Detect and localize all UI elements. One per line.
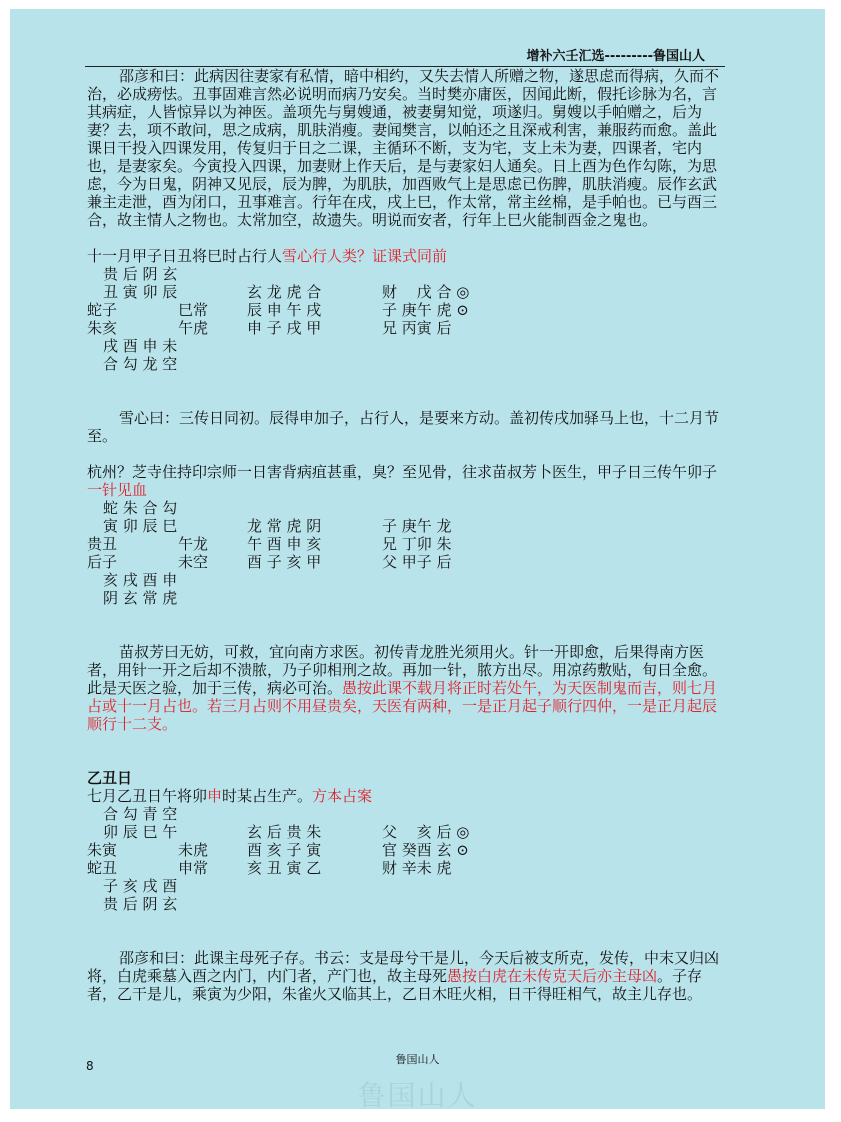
chart-row: 戌 酉 申 未 <box>103 337 178 355</box>
commentary-paragraph: 邵彦和曰：此病因往妻家有私情，暗中相约，又失去情人所赠之物，遂思虑而得病，久而不治，必成痨怯。丑事固难言然必说明而病乃安矣。当时樊亦庸医，因闻此断，假托诊脉为名，言其病症，人皆惊异以为神医。盖项先与舅嫂通，被妻舅知觉，项遂归。舅嫂以手帕赠之，后为妻？去，项不敢问，思之成病，肌肤消瘦。妻闻樊言，以帕还之且深戒利害，兼服药而愈。盖此课日干投入四课发用，传复归于日之二课，主循环不断，支为宅，支上未为妻，四课者，宅内也，是妻家矣。今寅投入四课，加妻财上作天后，是与妻家妇人通矣。日上酉为色作勾陈，为思虑，今为日鬼，阴神又见辰，辰为脾，为肌肤，加酉败气上是思虑已伤脾，肌肤消瘦。辰作玄武兼主走泄，酉为闭口，丑事难言。行年在戌，戌上巳，作太常，常主丝棉，是手帕也。已与酉三合，故主情人之物也。太常加空，故遗失。明说而安者，行年上巳火能制酉金之鬼也。 <box>87 67 720 229</box>
chart-row: 合 勾 青 空 <box>103 805 178 823</box>
transmission-row: 子 庚午 龙 <box>382 517 452 535</box>
lesson-row: 亥 丑 寅 乙 <box>247 859 322 877</box>
lesson-row: 玄 后 贵 朱 <box>247 823 322 841</box>
chart-row: 寅 卯 辰 巳 <box>103 517 178 535</box>
case-title-note: 一针见血 <box>87 481 148 499</box>
case-title <box>87 247 727 265</box>
lesson-row: 午 酉 申 亥 <box>247 535 322 553</box>
chart-row: 子 亥 戌 酉 <box>103 877 178 895</box>
running-header: 增补六壬汇选---------鲁国山人 <box>526 49 705 64</box>
chart-row: 贵 后 阴 玄 <box>103 265 178 283</box>
transmission-row: 兄 丙寅 后 <box>382 319 452 337</box>
transmission-row: 父 甲子 后 <box>382 553 452 571</box>
section-heading: 乙丑日 <box>87 769 133 787</box>
chart-side-right: 巳常 <box>178 301 209 319</box>
commentary-note: 愚按白虎在未传克天后亦主母凶 <box>447 967 658 985</box>
transmission-row: 财 戊 合 ◎ <box>382 283 470 301</box>
lesson-row: 辰 申 午 戌 <box>247 301 322 319</box>
chart-side-left: 朱亥 <box>87 319 118 337</box>
transmission-row: 兄 丁卯 朱 <box>382 535 452 553</box>
chart-side-right: 午虎 <box>178 319 209 337</box>
commentary-paragraph <box>87 643 727 733</box>
chart-side-right: 午龙 <box>178 535 209 553</box>
chart-row: 合 勾 龙 空 <box>103 355 178 373</box>
transmission-row: 官 癸酉 玄 ⊙ <box>382 841 469 859</box>
commentary-paragraph: 雪心曰：三传日同初。辰得申加子，占行人，是要来方动。盖初传戌加驿马上也，十二月节至。 <box>87 409 720 445</box>
lesson-row: 申 子 戌 甲 <box>247 319 322 337</box>
chart-row: 贵 后 阴 玄 <box>103 895 178 913</box>
document-page <box>10 9 825 1112</box>
case-title-text: 十一月甲子日丑将巳时占行人 <box>87 247 283 265</box>
chart-row: 亥 戌 酉 申 <box>103 571 178 589</box>
transmission-row: 父 亥 后 ◎ <box>382 823 470 841</box>
lesson-row: 龙 常 虎 阴 <box>247 517 322 535</box>
commentary-paragraph <box>87 949 727 1003</box>
watermark: 鲁国山人 <box>357 1079 478 1112</box>
chart-side-right: 未空 <box>178 553 209 571</box>
lesson-row: 酉 子 亥 甲 <box>247 553 322 571</box>
commentary-text: 邵彦和曰：此课主母死子存。书云：支是母兮干是儿，今天后被支所克，发传，中末又归凶将，白虎乘墓入酉之内门，内门者，产门也，故主母死 <box>87 949 720 985</box>
footer-author: 鲁国山人 <box>395 1053 440 1066</box>
lesson-row: 酉 亥 子 寅 <box>247 841 322 859</box>
divination-chart <box>87 805 727 931</box>
chart-side-left: 蛇丑 <box>87 859 118 877</box>
case-title-text: 时某占生产。 <box>222 787 313 805</box>
transmission-row: 子 庚午 虎 ⊙ <box>382 301 469 319</box>
chart-side-right: 申常 <box>178 859 209 877</box>
case-title-note: 方本占案 <box>312 787 373 805</box>
chart-row: 阴 玄 常 虎 <box>103 589 178 607</box>
lesson-row: 玄 龙 虎 合 <box>247 283 322 301</box>
divination-chart <box>87 499 727 625</box>
chart-side-right: 未虎 <box>178 841 209 859</box>
chart-row: 丑 寅 卯 辰 <box>103 283 178 301</box>
case-title <box>87 463 727 499</box>
case-title-note: 雪心行人类？证课式同前 <box>282 247 448 265</box>
case-title-text: 七月乙丑日午将卯 <box>87 787 208 805</box>
case-title <box>87 787 727 805</box>
case-title-highlight: 申 <box>207 787 223 805</box>
chart-side-left: 后子 <box>87 553 118 571</box>
commentary-note: 愚按此课不载月将正时若处午，为天医制鬼而吉，则七月占或十一月占也。若三月占则不用昼贵矣，天医有两种，一是正月起子顺行四仲，一是正月起辰顺行十二支。 <box>87 679 718 733</box>
commentary-text: 。子存者，乙干是儿，乘寅为少阳，朱雀火又临其上，乙日木旺火相，日干得旺相气，故主儿存也。 <box>87 967 703 1003</box>
chart-side-left: 贵丑 <box>87 535 118 553</box>
chart-row: 卯 辰 巳 午 <box>103 823 178 841</box>
page-number: 8 <box>86 1059 94 1073</box>
case-title-text: 杭州？芝寺住持印宗师一日害背病疽甚重，臭？至见骨，往求苗叔芳卜医生，甲子日三传午卯子 <box>87 463 718 481</box>
chart-side-left: 蛇子 <box>87 301 118 319</box>
transmission-row: 财 辛未 虎 <box>382 859 452 877</box>
page-content <box>87 67 727 1003</box>
divination-chart <box>87 265 727 391</box>
chart-side-left: 朱寅 <box>87 841 118 859</box>
commentary-text: 苗叔芳曰无妨，可救，宜向南方求医。初传青龙胜光须用火。针一开即愈，后果得南方医者，用针一开之后却不溃脓，乃子卯相刑之故。再加一针，脓方出尽。用凉药敷贴，旬日全愈。此是天医之验，加于三传，病必可治。 <box>87 643 718 697</box>
chart-row: 蛇 朱 合 勾 <box>103 499 178 517</box>
